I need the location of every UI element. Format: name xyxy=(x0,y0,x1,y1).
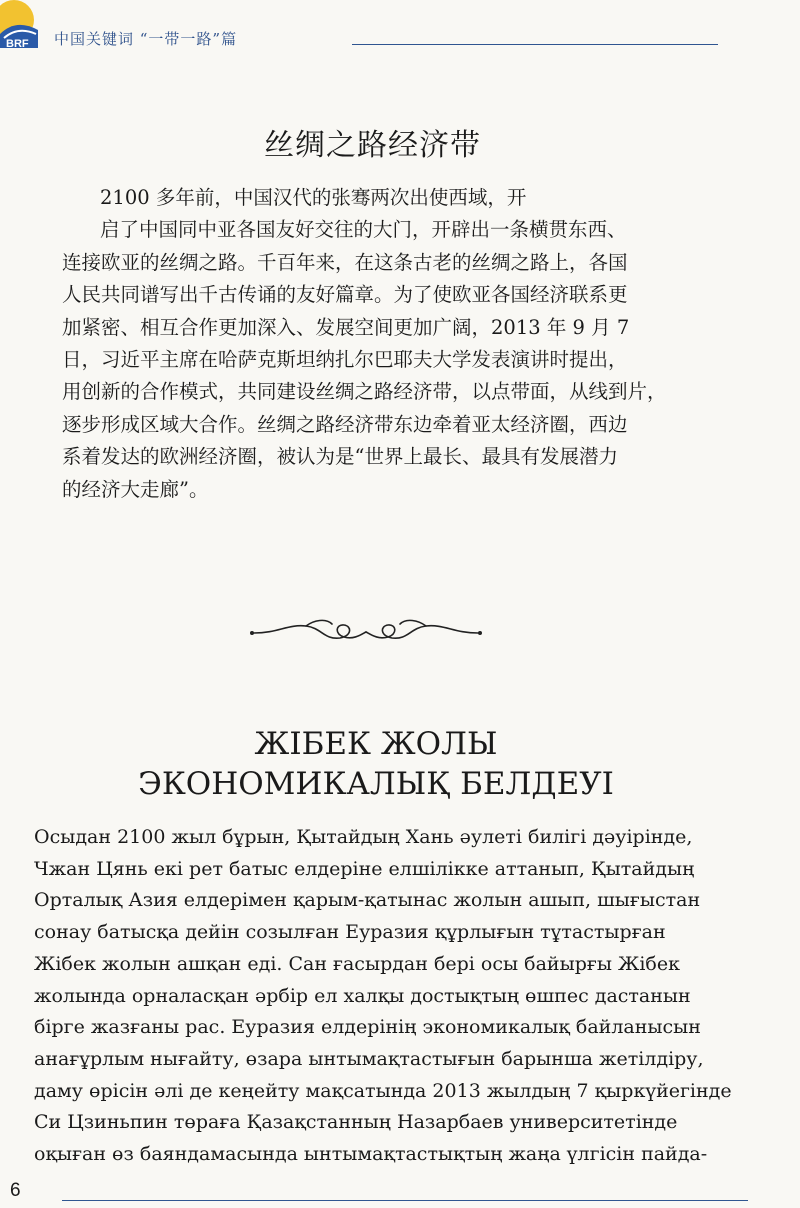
paragraph-line: 2100 多年前，中国汉代的张骞两次出使西域，开 xyxy=(100,186,527,209)
paragraph-line: оқыған өз баяндамасында ынтымақтастықтың жаңа үлгісін пайда- xyxy=(34,1143,708,1166)
paragraph-line: 加紧密、相互合作更加深入、发展空间更加广阔，2013 年 9 月 7 xyxy=(62,315,630,339)
paragraph-line: жолында орналасқан әрбір ел халқы достықтың өшпес дастанын xyxy=(34,984,691,1007)
title-line: ЭКОНОМИКАЛЫҚ БЕЛДЕУІ xyxy=(138,766,614,802)
page-number: 6 xyxy=(10,1180,21,1201)
footer-divider xyxy=(62,1200,748,1201)
svg-text:BRF: BRF xyxy=(6,38,29,50)
kazakh-paragraph xyxy=(34,822,734,1171)
paragraph-line: 的经济大走廊”。 xyxy=(62,477,209,501)
paragraph-line: 用创新的合作模式，共同建设丝绸之路经济带，以点带面，从线到片， xyxy=(62,380,667,404)
page-header xyxy=(0,0,800,60)
paragraph-line: Орталық Азия елдерімен қарым-қатынас жолын ашып, шығыстан xyxy=(34,889,701,912)
paragraph-line: 逐步形成区域大合作。丝绸之路经济带东边牵着亚太经济圈，西边 xyxy=(62,412,628,436)
paragraph-line: 启了中国同中亚各国友好交往的大门，开辟出一条横贯东西、 xyxy=(100,218,627,242)
chinese-paragraph xyxy=(62,182,742,506)
kazakh-section-title xyxy=(0,724,752,804)
paragraph-line: Чжан Цянь екі рет батыс елдеріне елшілікке аттанып, Қытайдың xyxy=(34,857,695,880)
flourish-divider-icon xyxy=(248,614,484,650)
paragraph-line: Жібек жолын ашқан еді. Сан ғасырдан бері осы байырғы Жібек xyxy=(34,952,680,975)
paragraph-line: 连接欧亚的丝绸之路。千百年来，在这条古老的丝绸之路上，各国 xyxy=(62,250,628,274)
paragraph-line: даму өрісін әлі де кеңейту мақсатында 2013 жылдың 7 қыркүйегінде xyxy=(34,1079,732,1102)
paragraph-line: 人民共同谱写出千古传诵的友好篇章。为了使欧亚各国经济联系更 xyxy=(62,283,628,307)
paragraph-line: Си Цзиньпин төраға Қазақстанның Назарбаев университетінде xyxy=(34,1111,678,1134)
paragraph-line: анағұрлым нығайту, өзара ынтымақтастығын барынша жетілдіру, xyxy=(34,1047,704,1070)
paragraph-line: бірге жазғаны рас. Еуразия елдерінің экономикалық байланысын xyxy=(34,1016,701,1039)
chinese-section-title: 丝绸之路经济带 xyxy=(264,128,481,163)
header-divider xyxy=(352,44,718,45)
paragraph-line: 日，习近平主席在哈萨克斯坦纳扎尔巴耶夫大学发表演讲时提出， xyxy=(62,348,628,372)
paragraph-line: Осыдан 2100 жыл бұрын, Қытайдың Хань әулеті билігі дәуірінде, xyxy=(34,826,693,848)
paragraph-line: 系着发达的欧洲经济圈，被认为是“世界上最长、最具有发展潜力 xyxy=(62,445,618,469)
title-line: ЖІБЕК ЖОЛЫ xyxy=(254,726,498,762)
paragraph-line: сонау батысқа дейін созылған Еуразия құрлығын тұтастырған xyxy=(34,921,666,944)
brf-logo-icon xyxy=(0,0,44,56)
running-header-title: 中国关键词 “一带一路”篇 xyxy=(54,30,238,48)
